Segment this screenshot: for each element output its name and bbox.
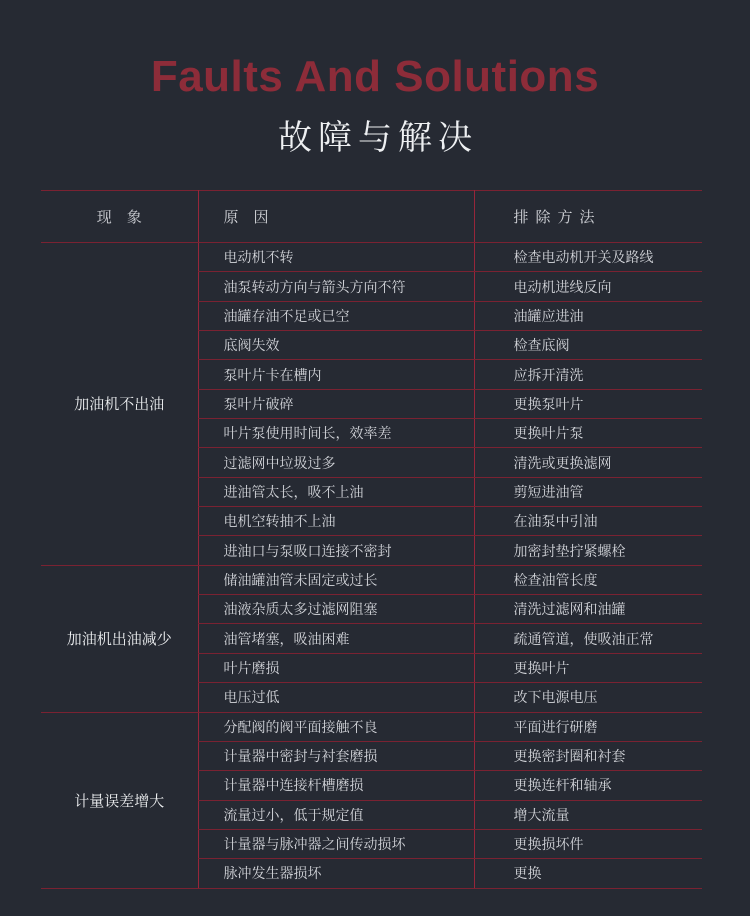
cause-cell: 电压过低 xyxy=(198,683,474,712)
solution-cell: 清洗或更换滤网 xyxy=(474,448,702,477)
cause-cell: 计量器与脉冲器之间传动损坏 xyxy=(198,829,474,858)
cause-cell: 过滤网中垃圾过多 xyxy=(198,448,474,477)
cause-cell: 计量器中密封与衬套磨损 xyxy=(198,741,474,770)
cause-cell: 电动机不转 xyxy=(198,243,474,272)
phenomenon-cell: 加油机不出油 xyxy=(41,243,198,566)
faults-table xyxy=(41,190,702,889)
solution-cell: 疏通管道，使吸油正常 xyxy=(474,624,702,653)
phenomenon-cell: 加油机出油减少 xyxy=(41,565,198,712)
solution-cell: 检查油管长度 xyxy=(474,565,702,594)
phenomenon-cell: 计量误差增大 xyxy=(41,712,198,888)
solution-cell: 增大流量 xyxy=(474,800,702,829)
solution-cell: 加密封垫拧紧螺栓 xyxy=(474,536,702,565)
solution-cell: 改下电源电压 xyxy=(474,683,702,712)
cause-cell: 油泵转动方向与箭头方向不符 xyxy=(198,272,474,301)
solution-cell: 更换叶片 xyxy=(474,653,702,682)
solution-cell: 清洗过滤网和油罐 xyxy=(474,595,702,624)
solution-cell: 在油泵中引油 xyxy=(474,507,702,536)
page-title-chinese: 故障与解决 xyxy=(278,119,478,157)
cause-cell: 油液杂质太多过滤网阻塞 xyxy=(198,595,474,624)
solution-cell: 更换叶片泵 xyxy=(474,419,702,448)
header-phenomenon: 现 象 xyxy=(41,191,198,243)
solution-cell: 油罐应进油 xyxy=(474,301,702,330)
cause-cell: 分配阀的阀平面接触不良 xyxy=(198,712,474,741)
cause-cell: 叶片磨损 xyxy=(198,653,474,682)
solution-cell: 检查底阀 xyxy=(474,331,702,360)
solution-cell: 电动机进线反向 xyxy=(474,272,702,301)
table-row xyxy=(41,565,702,594)
solution-cell: 应拆开清洗 xyxy=(474,360,702,389)
cause-cell: 脉冲发生器损坏 xyxy=(198,859,474,888)
cause-cell: 储油罐油管未固定或过长 xyxy=(198,565,474,594)
page-title-english: Faults And Solutions xyxy=(150,52,600,101)
solution-cell: 平面进行研磨 xyxy=(474,712,702,741)
table-row xyxy=(41,243,702,272)
solution-cell: 更换密封圈和衬套 xyxy=(474,741,702,770)
header-cause: 原 因 xyxy=(198,191,474,243)
solution-cell: 更换损坏件 xyxy=(474,829,702,858)
cause-cell: 计量器中连接杆槽磨损 xyxy=(198,771,474,800)
table-header-row xyxy=(41,191,702,243)
solution-cell: 更换连杆和轴承 xyxy=(474,771,702,800)
solution-cell: 剪短进油管 xyxy=(474,477,702,506)
cause-cell: 进油口与泵吸口连接不密封 xyxy=(198,536,474,565)
cause-cell: 油罐存油不足或已空 xyxy=(198,301,474,330)
cause-cell: 叶片泵使用时间长，效率差 xyxy=(198,419,474,448)
table-row xyxy=(41,712,702,741)
cause-cell: 流量过小，低于规定值 xyxy=(198,800,474,829)
faults-table-body xyxy=(41,243,702,889)
cause-cell: 泵叶片卡在槽内 xyxy=(198,360,474,389)
header-solution: 排除方法 xyxy=(474,191,702,243)
solution-cell: 检查电动机开关及路线 xyxy=(474,243,702,272)
cause-cell: 油管堵塞，吸油困难 xyxy=(198,624,474,653)
cause-cell: 底阀失效 xyxy=(198,331,474,360)
cause-cell: 泵叶片破碎 xyxy=(198,389,474,418)
cause-cell: 进油管太长，吸不上油 xyxy=(198,477,474,506)
solution-cell: 更换 xyxy=(474,859,702,888)
solution-cell: 更换泵叶片 xyxy=(474,389,702,418)
cause-cell: 电机空转抽不上油 xyxy=(198,507,474,536)
